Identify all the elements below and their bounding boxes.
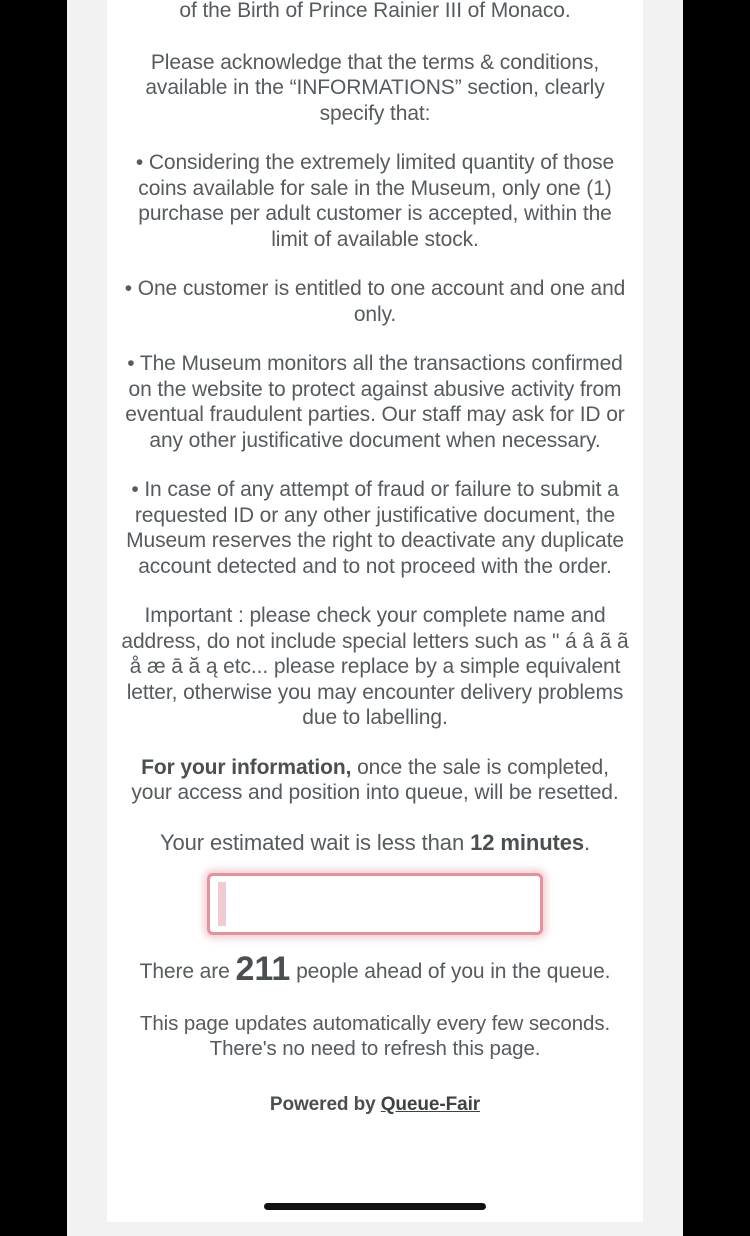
estimated-wait-value: 12 minutes xyxy=(470,829,585,855)
queue-progress-wrapper xyxy=(119,873,631,935)
for-your-information-text: once the sale is completed, your access and position into queue, will be resetted. xyxy=(131,755,619,804)
auto-update-notice: This page updates automatically every few seconds. There's no need to refresh this page. xyxy=(139,1011,611,1060)
estimated-wait-prefix: Your estimated wait is less than xyxy=(159,829,471,855)
terms-bullet-1: • Considering the extremely limited quantity of those coins available for sale in the Museum, only one (1) purchase per adult customer is accepted, within the limit of available stock. xyxy=(135,151,615,251)
terms-bullet-2: • One customer is entitled to one account and one and only. xyxy=(124,277,626,326)
important-note: Important : please check your complete name and address, do not include special letters such as " á â ã ã å æ ā ă ą etc... please replace by a simple equivalent letter, otherwise you may encounter delivery problems due to labelling. xyxy=(121,604,629,729)
queue-position-prefix: There are xyxy=(139,960,236,983)
queue-progress-bar-container[interactable] xyxy=(207,873,543,935)
powered-by xyxy=(119,1092,631,1118)
queue-progress-fill xyxy=(218,882,226,926)
queue-position-suffix: people ahead of you in the queue. xyxy=(290,960,611,983)
queue-content xyxy=(107,0,643,1117)
queue-position-line xyxy=(119,950,631,988)
for-your-information-label: For your information, xyxy=(141,755,352,779)
queue-position-count: 211 xyxy=(235,950,291,988)
truncated-heading: of the Birth of Prince Rainier III of Monaco. xyxy=(179,0,571,22)
queue-fair-link[interactable]: Queue-Fair xyxy=(380,1093,481,1115)
estimated-wait-line xyxy=(119,830,631,856)
home-indicator xyxy=(264,1203,486,1210)
terms-bullet-3: • The Museum monitors all the transactions confirmed on the website to protect against abusive activity from eventual fraudulent parties. Our staff may ask for ID or any other justificative document when necessary. xyxy=(125,352,625,452)
acknowledge-text: Please acknowledge that the terms & conditions, available in the “INFORMATIONS” section, clearly specify that: xyxy=(145,50,605,125)
powered-by-prefix: Powered by xyxy=(269,1093,381,1115)
queue-page-card xyxy=(107,0,643,1222)
terms-bullet-4: • In case of any attempt of fraud or failure to submit a requested ID or any other justificative document, the Museum reserves the right to deactivate any duplicate account detected and to not proceed with the order. xyxy=(126,478,624,578)
for-your-information xyxy=(119,755,631,806)
estimated-wait-suffix: . xyxy=(584,829,591,855)
